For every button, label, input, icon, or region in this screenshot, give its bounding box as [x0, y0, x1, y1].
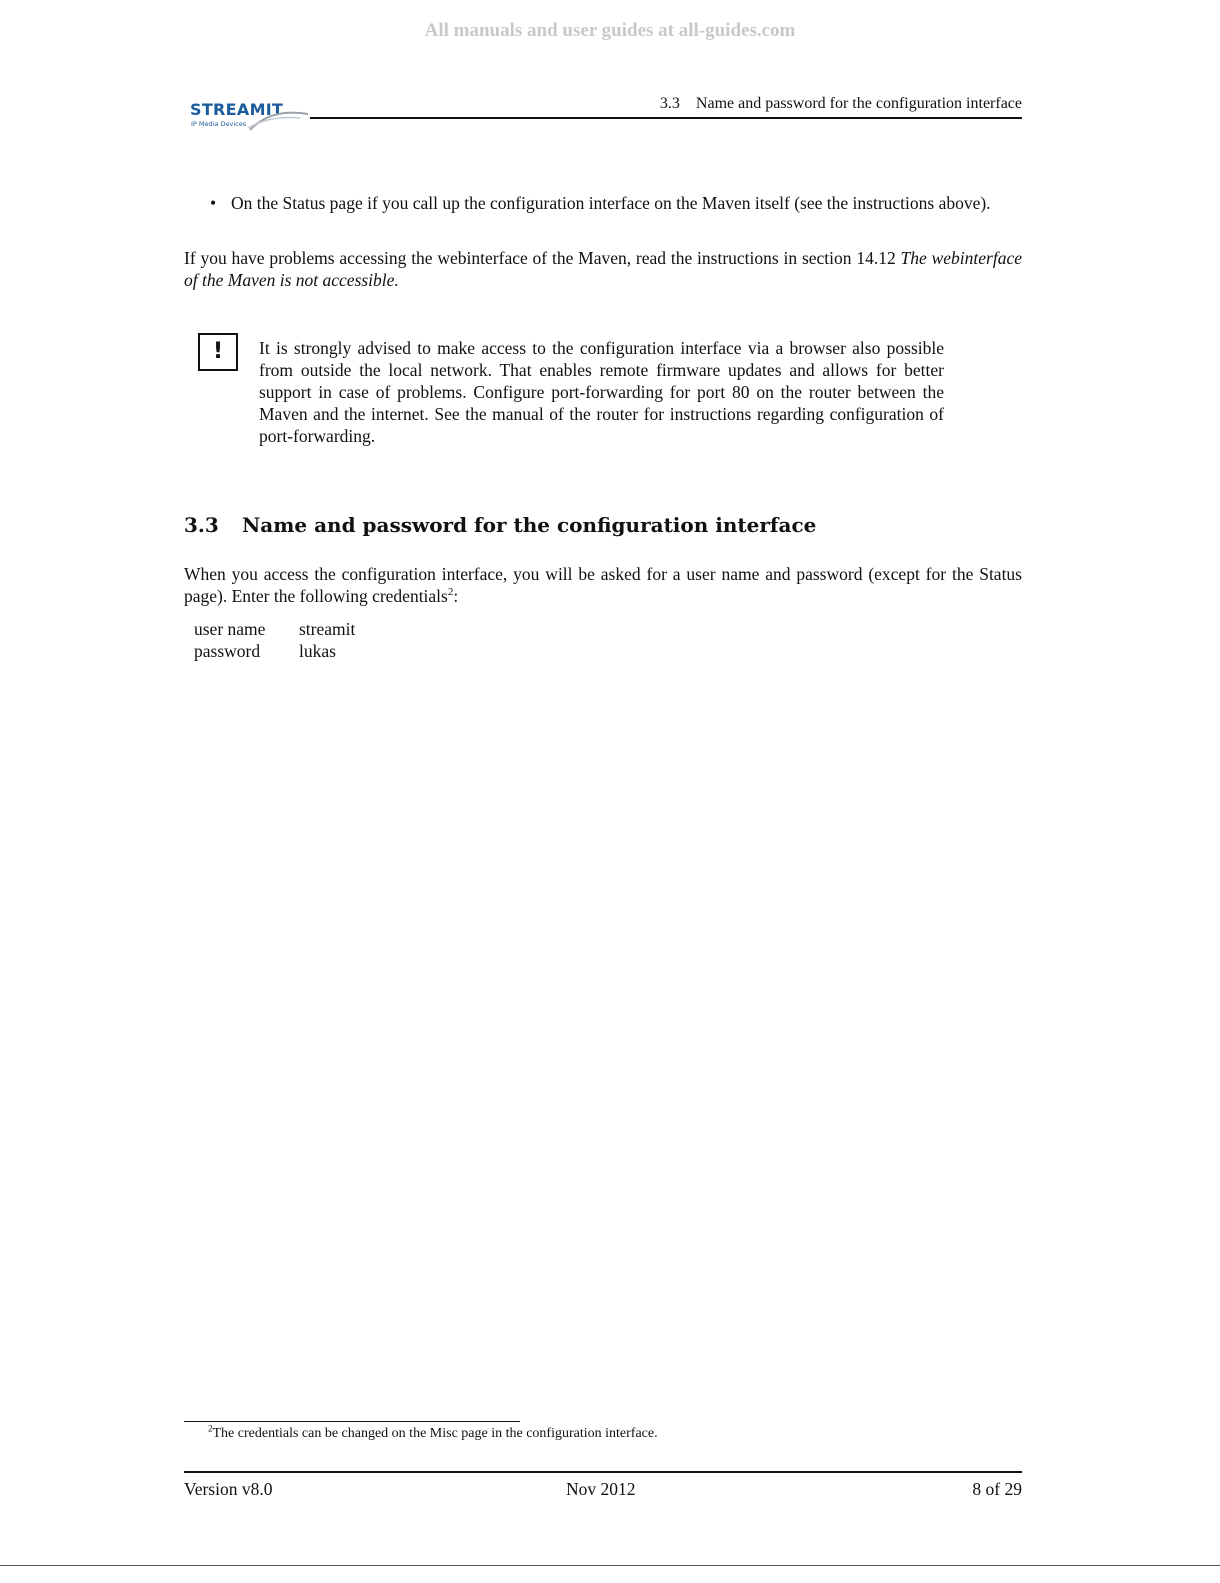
- footer-rule: [184, 1471, 1022, 1473]
- section-title: Name and password for the configuration interface: [242, 513, 817, 537]
- bullet-icon: •: [210, 193, 217, 213]
- credential-key: password: [194, 640, 261, 661]
- running-header-title: Name and password for the configuration interface: [695, 95, 1022, 112]
- credential-value: streamit: [299, 618, 356, 639]
- credentials-table: [194, 618, 355, 662]
- footnote-text: The credentials can be changed on the Misc page in the configuration interface.: [212, 1426, 658, 1441]
- footer-page-number: 8 of 29: [972, 1479, 1022, 1499]
- section-heading: [184, 513, 816, 537]
- table-row: [194, 640, 355, 662]
- page-edge: [0, 1565, 1220, 1566]
- footnote-mark: 2: [208, 1423, 213, 1434]
- running-header: [660, 95, 1022, 113]
- footer-date: Nov 2012: [566, 1479, 636, 1499]
- intro-end: :: [453, 586, 459, 606]
- section-number: 3.3: [184, 513, 219, 537]
- section-reference: The webinterface of the Maven is not accessible: [184, 248, 1023, 290]
- paragraph-end: .: [394, 270, 399, 290]
- bullet-text: On the Status page if you call up the configuration interface on the Maven itself (see the instructions above).: [231, 193, 991, 213]
- credential-value: lukas: [299, 640, 336, 661]
- troubleshoot-paragraph: [184, 247, 1022, 291]
- footer-version: Version v8.0: [184, 1479, 273, 1499]
- footnote: [208, 1423, 658, 1442]
- paragraph-text: If you have problems accessing the webinterface of the Maven, read the instructions in section 14.12: [184, 248, 901, 268]
- logo-tagline: IP Media Devices: [191, 120, 247, 128]
- credential-key: user name: [194, 618, 266, 639]
- watermark: All manuals and user guides at all-guides.com: [424, 20, 796, 41]
- logo-brand: STREAMIT: [190, 100, 284, 119]
- streamit-logo: [190, 100, 310, 134]
- intro-text: When you access the configuration interface, you will be asked for a user name and password (except for the Status page). Enter the following credentials: [184, 564, 1022, 606]
- header-rule: [310, 117, 1022, 119]
- footnote-ref: 2: [447, 586, 454, 599]
- warning-text: It is strongly advised to make access to the configuration interface via a browser also possible from outside the local network. That enables remote firmware updates and allows for better support in case of problems. Configure port-forwarding for port 80 on the router between the Maven and the internet. See the manual of the router for instructions regarding configuration of port-forwarding.: [259, 338, 944, 446]
- logo-swoosh-icon: [190, 100, 310, 134]
- warning-icon: !: [198, 333, 238, 371]
- footnote-rule: [184, 1421, 520, 1422]
- bullet-item: [210, 192, 1022, 214]
- credentials-intro: [184, 563, 1022, 607]
- table-row: [194, 618, 355, 640]
- running-header-number: 3.3: [659, 95, 680, 112]
